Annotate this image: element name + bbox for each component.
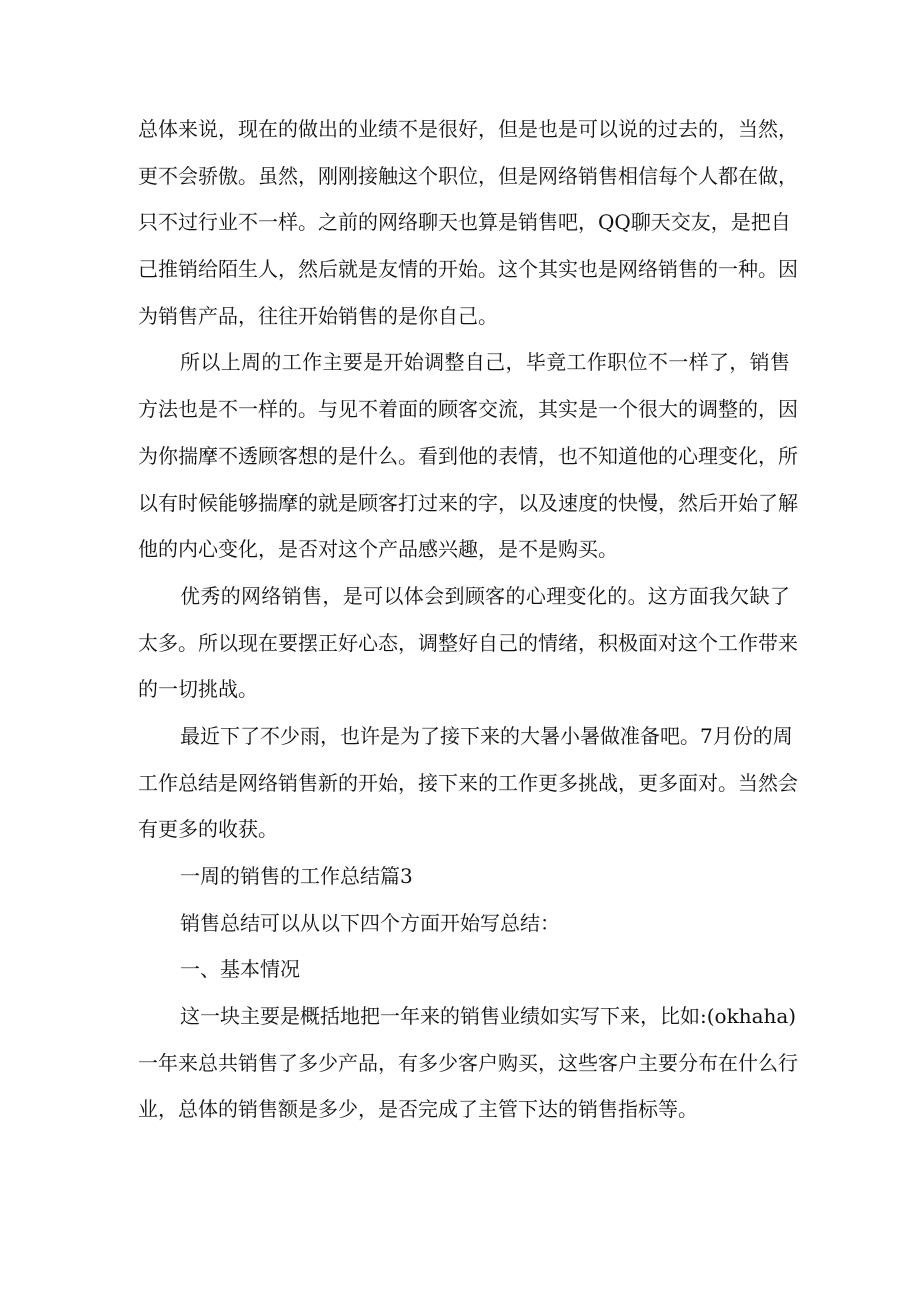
subheading — [138, 946, 790, 993]
text-line: 更不会骄傲。虽然，刚刚接触这个职位，但是网络销售相信每个人都在做， — [138, 163, 798, 188]
text-line: 最近下了不少雨，也许是为了接下来的大暑小暑做准备吧。7月份的周 — [180, 723, 793, 748]
paragraph-1 — [138, 106, 798, 339]
text-line: 方法也是不一样的。与见不着面的顾客交流，其实是一个很大的调整的，因 — [138, 397, 798, 422]
paragraph-intro — [138, 900, 790, 947]
text-line: 只不过行业不一样。之前的网络聊天也算是销售吧，QQ聊天交友，是把自 — [138, 210, 791, 235]
document-body — [138, 106, 798, 1133]
text-line: 有更多的收获。 — [138, 817, 278, 842]
text-line: 为销售产品，往往开始销售的是你自己。 — [138, 303, 498, 328]
text-line: 优秀的网络销售，是可以体会到顾客的心理变化的。这方面我欠缺了 — [180, 583, 790, 608]
text-line: 为你揣摩不透顾客想的是什么。看到他的表情，也不知道他的心理变化，所 — [138, 443, 798, 468]
paragraph-final — [138, 993, 798, 1133]
text-line: 销售总结可以从以下四个方面开始写总结： — [180, 910, 560, 935]
paragraph-4 — [138, 713, 798, 853]
text-line: 太多。所以现在要摆正好心态，调整好自己的情绪，积极面对这个工作带来 — [138, 630, 798, 655]
subheading-basic-situation: 一、基本情况 — [180, 957, 300, 982]
section-heading: 一周的销售的工作总结篇3 — [180, 864, 413, 888]
text-line: 一年来总共销售了多少产品，有多少客户购买，这些客户主要分布在什么行 — [138, 1050, 798, 1075]
text-line: 己推销给陌生人，然后就是友情的开始。这个其实也是网络销售的一种。因 — [138, 257, 798, 282]
text-line: 工作总结是网络销售新的开始，接下来的工作更多挑战，更多面对。当然会 — [138, 770, 798, 795]
text-line: 这一块主要是概括地把一年来的销售业绩如实写下来，比如:(okhaha) — [180, 1004, 797, 1029]
text-line: 业，总体的销售额是多少，是否完成了主管下达的销售指标等。 — [138, 1097, 698, 1122]
paragraph-3 — [138, 573, 798, 713]
text-line: 的一切挑战。 — [138, 677, 258, 702]
text-line: 以有时候能够揣摩的就是顾客打过来的字，以及速度的快慢，然后开始了解 — [138, 490, 798, 515]
text-line: 所以上周的工作主要是开始调整自己，毕竟工作职位不一样了，销售 — [180, 350, 790, 375]
text-line: 总体来说，现在的做出的业绩不是很好，但是也是可以说的过去的，当然， — [138, 117, 798, 141]
paragraph-2 — [138, 339, 798, 572]
text-line: 他的内心变化，是否对这个产品感兴趣，是不是购买。 — [138, 537, 618, 562]
section-title — [138, 853, 790, 900]
